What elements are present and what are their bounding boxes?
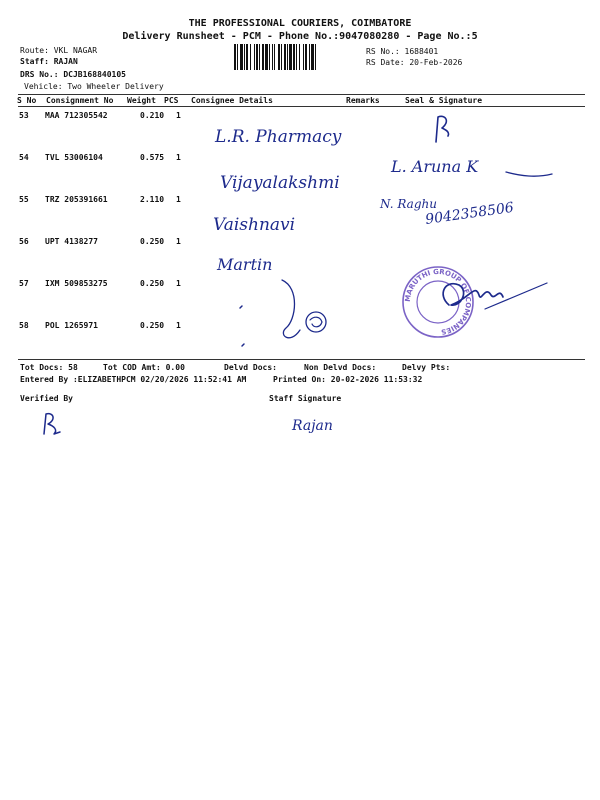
row-consignment: POL 1265971 (45, 321, 98, 330)
header-top-rule (18, 94, 585, 95)
row-pcs: 1 (176, 279, 181, 288)
row-weight: 2.110 (140, 195, 165, 204)
footer-top-rule (18, 359, 585, 360)
row-weight: 0.575 (140, 153, 165, 162)
barcode-bar (281, 44, 282, 70)
row-sno: 55 (19, 195, 29, 204)
non-delvd-docs: Non Delvd Docs: (304, 363, 377, 372)
remark-row-54: L. Aruna K (391, 157, 479, 176)
handwriting-row-54: Vijayalakshmi (220, 173, 340, 193)
row-consignment: TVL 53006104 (45, 153, 103, 162)
handwritten-remarks (380, 150, 556, 240)
barcode-bar (293, 44, 295, 70)
printed-on: Printed On: 20-02-2026 11:53:32 (273, 375, 423, 384)
row-sno: 56 (19, 237, 29, 246)
handwriting-row-56: Martin (217, 255, 273, 274)
handwritten-consignee-signatures (205, 112, 355, 287)
route-label: Route: VKL NAGAR (20, 46, 98, 55)
staff-signature-handwriting (290, 410, 360, 440)
vehicle-label: Vehicle: Two Wheeler Delivery (24, 82, 164, 91)
row-weight: 0.250 (140, 279, 165, 288)
row-pcs: 1 (176, 153, 181, 162)
row-consignment: TRZ 205391661 (45, 195, 108, 204)
signature-row-53 (428, 112, 458, 152)
tot-docs: Tot Docs: 58 (20, 363, 78, 372)
rs-number: RS No.: 1688401 (366, 47, 439, 56)
barcode-bar (272, 44, 273, 70)
barcode (234, 44, 360, 70)
barcode-bar (278, 44, 280, 70)
barcode-bar (259, 44, 260, 70)
tot-cod-amt: Tot COD Amt: 0.00 (103, 363, 185, 372)
staff-signature-label: Staff Signature (269, 394, 342, 403)
row-consignment: MAA 712305542 (45, 111, 108, 120)
barcode-bar (303, 44, 304, 70)
barcode-bar (299, 44, 300, 70)
remark-row-55-name: N. Raghu (380, 197, 437, 211)
barcode-bar (262, 44, 264, 70)
verified-by-signature (36, 410, 66, 440)
barcode-bar (246, 44, 248, 70)
barcode-bar (287, 44, 288, 70)
col-consignee: Consignee Details (191, 96, 273, 105)
handwriting-row-55: Vaishnavi (213, 215, 296, 235)
row-consignment: UPT 4138277 (45, 237, 98, 246)
staff-label: Staff: RAJAN (20, 57, 78, 66)
barcode-bar (244, 44, 245, 70)
row-pcs: 1 (176, 321, 181, 330)
stamp-text: MARUTHI GROUP OF COMPANIES (403, 267, 473, 336)
remark-row-55-phone: 9042358506 (424, 199, 515, 228)
barcode-bar (305, 44, 307, 70)
barcode-bar (234, 44, 236, 70)
row-sno: 58 (19, 321, 29, 330)
col-consignment: Consignment No (46, 96, 114, 105)
delvd-docs: Delvd Docs: (224, 363, 277, 372)
svg-text:Rajan: Rajan (292, 418, 333, 434)
header-bottom-rule (18, 106, 585, 107)
row-weight: 0.210 (140, 111, 165, 120)
barcode-bar (315, 44, 316, 70)
barcode-bar (250, 44, 251, 70)
col-seal: Seal & Signature (405, 96, 483, 105)
row-consignment: IXM 509853275 (45, 279, 108, 288)
row-sno: 54 (19, 153, 29, 162)
col-weight: Weight (127, 96, 156, 105)
barcode-bar (256, 44, 258, 70)
row-sno: 57 (19, 279, 29, 288)
col-pcs: PCS (164, 96, 179, 105)
col-remarks: Remarks (346, 96, 380, 105)
row-weight: 0.250 (140, 321, 165, 330)
barcode-bar (289, 44, 292, 70)
col-sno: S No (17, 96, 37, 105)
row-pcs: 1 (176, 237, 181, 246)
drs-number: DRS No.: DCJB168840105 (20, 70, 126, 79)
barcode-bar (269, 44, 270, 70)
barcode-bar (265, 44, 268, 70)
rs-date: RS Date: 20-Feb-2026 (366, 58, 463, 67)
row-sno: 53 (19, 111, 29, 120)
barcode-bar (237, 44, 238, 70)
barcode-bar (254, 44, 255, 70)
signature-row-57 (425, 265, 555, 325)
delvy-pts: Delvy Pts: (402, 363, 451, 372)
barcode-bar (284, 44, 286, 70)
document-title: THE PROFESSIONAL COURIERS, COIMBATORE (188, 18, 412, 29)
barcode-bar (309, 44, 310, 70)
barcode-bar (296, 44, 297, 70)
document-subtitle: Delivery Runsheet - PCM - Phone No.:9047080280 - Page No.:5 (122, 31, 478, 42)
row-pcs: 1 (176, 195, 181, 204)
barcode-bar (240, 44, 243, 70)
row-pcs: 1 (176, 111, 181, 120)
barcode-bar (311, 44, 314, 70)
row-weight: 0.250 (140, 237, 165, 246)
ditto-marks-scribble (230, 290, 340, 360)
handwriting-row-53: L.R. Pharmacy (215, 127, 342, 147)
barcode-bar (274, 44, 275, 70)
entered-by: Entered By :ELIZABETHPCM 02/20/2026 11:52:41 AM (20, 375, 247, 384)
verified-by-label: Verified By (20, 394, 73, 403)
